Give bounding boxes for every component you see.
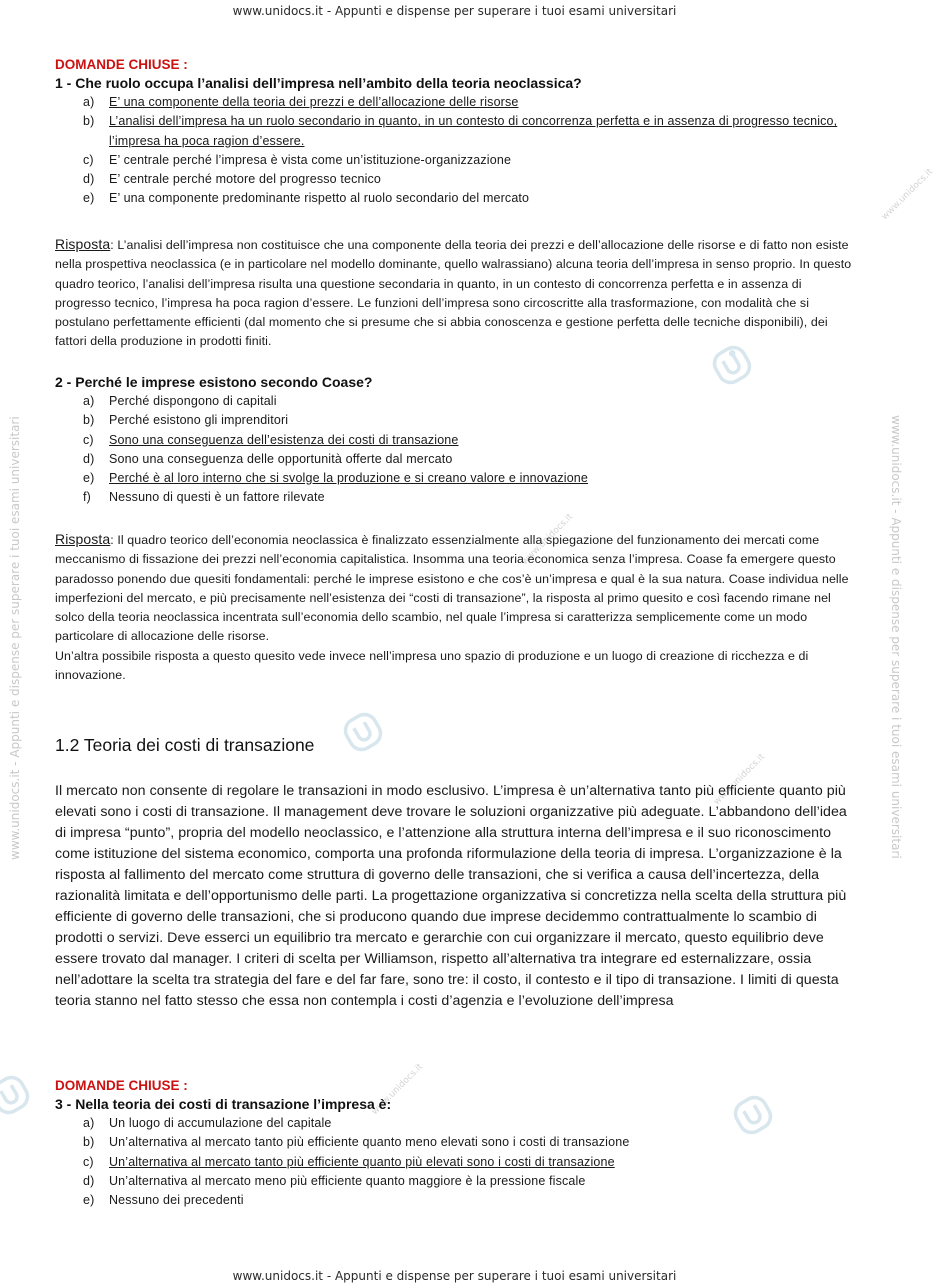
- option: e) Perché è al loro interno che si svolge la produzione e si creano valore e innovazione: [83, 471, 589, 486]
- option: c) E’ centrale perché l’impresa è vista come un’istituzione-organizzazione: [83, 152, 512, 167]
- option: a) E’ una componente della teoria dei prezzi e dell’allocazione delle risorse: [83, 95, 519, 109]
- option: a) Perché dispongono di capitali: [83, 394, 277, 408]
- question-2-options: [55, 392, 855, 508]
- watermark-diagonal: www.unidocs.it: [712, 752, 767, 808]
- watermark-right: www.unidocs.it - Appunti e dispense per superare i tuoi esami universitari: [889, 415, 903, 859]
- question-2-block: [55, 374, 855, 508]
- answer-label: Risposta: [55, 531, 111, 547]
- option: c) Un’alternativa al mercato tanto più efficiente quanto più elevati sono i costi di transazione: [83, 1154, 615, 1169]
- option: f) Nessuno di questi è un fattore rilevate: [83, 490, 325, 505]
- section-heading: DOMANDE CHIUSE :: [55, 1078, 188, 1093]
- option: d) Sono una conseguenza delle opportunità offerte dal mercato: [83, 451, 453, 466]
- question-1: 1 - Che ruolo occupa l’analisi dell’impresa nell’ambito della teoria neoclassica?: [55, 75, 582, 91]
- answer-1: [55, 235, 855, 352]
- question-3: 3 - Nella teoria dei costi di transazione l’impresa è:: [55, 1096, 392, 1112]
- question-1-options: [55, 93, 855, 209]
- option: e) E’ una componente predominante rispetto al ruolo secondario del mercato: [83, 191, 530, 206]
- section-transaction-costs: [55, 735, 855, 756]
- option: d) E’ centrale perché motore del progresso tecnico: [83, 172, 382, 187]
- option: a) Un luogo di accumulazione del capitale: [83, 1116, 332, 1130]
- question-3-options: [55, 1114, 855, 1210]
- watermark-diagonal: www.unidocs.it: [370, 1062, 425, 1118]
- section-body: Il mercato non consente di regolare le transazioni in modo esclusivo. L’impresa è un’alternativa tanto più efficiente quanto più elevati sono i costi di transazione. Il management deve trovare le soluzioni organizzative più adeguate. L’abbandono dell’idea di impresa “punto”, propria del modello neoclassico, e l’attenzione alla struttura interna dell’impresa e il suo riconoscimento come istituzione del sistema economico, comporta una profonda riformulazione della teoria di impresa. L’organizzazione è la risposta al fallimento del mercato come struttura di governo delle transazioni, che si verifica a causa dell’incertezza, della razionalità limitata e dell’opportunismo delle parti. La progettazione organizzativa si concretizza nella scelta della struttura più efficiente di governo delle transazioni, che si producono quando due imprese decidemmo contrattualmente lo scambio di prodotti o servizi. Deve esserci un equilibrio tra mercato e gerarchie con cui organizzare il mercato, questo equilibrio deve essere trovato dal manager. I criteri di scelta per Williamson, rispetto all’alternativa tra integrare ed esternalizzare, ossia nell’adottare la scelta tra strategia del fare e del far fare, sono tre: il costo, il contesto e il tipo di transazione. I limiti di questa teoria stanno nel fatto stesso che essa non contempla i costi d’agenzia e l’evoluzione dell’impresa: [55, 783, 847, 1009]
- section-closed-questions-2: [55, 1078, 855, 1210]
- section-title: 1.2 Teoria dei costi di transazione: [55, 735, 315, 755]
- option: d) Un’alternativa al mercato meno più efficiente quanto maggiore è la pressione fiscale: [83, 1173, 586, 1188]
- answer-2: [55, 530, 855, 685]
- unidocs-logo-icon: [0, 1075, 30, 1115]
- option: b) L’analisi dell’impresa ha un ruolo secondario in quanto, in un contesto di concorrenza perfetta e in assenza di progresso tecnico, l’impresa ha poca ragion d’essere.: [83, 114, 838, 148]
- section-closed-questions-1: [55, 57, 855, 209]
- watermark-top: www.unidocs.it - Appunti e dispense per superare i tuoi esami universitari: [232, 4, 677, 18]
- answer-label: Risposta: [55, 236, 111, 252]
- watermark-diagonal: www.unidocs.it: [520, 512, 575, 568]
- answer-text: : L’analisi dell’impresa non costituisce che una componente della teoria dei prezzi e dell’allocazione delle risorse e di fatto non esiste nella prospettiva neoclassica (e in particolare nel modello dominante, quello walrassiano) alcuna teoria dell’impresa in senso proprio. In questo quadro teorico, l’analisi dell’impresa risulta una questione secondaria in quanto, in un contesto di concorrenza perfetta e in assenza di progresso tecnico, l’impresa ha poca ragion d’essere. Le funzioni dell’impresa sono circoscritte alla trasformazione, con modalità che si postulano perfettamente efficienti (dal momento che si presume che si abbia conoscenza e gestione perfetta delle tecniche disponibili), dei fattori della produzione in prodotti finiti.: [55, 238, 852, 349]
- watermark-diagonal: www.unidocs.it: [880, 167, 935, 223]
- answer-text: : Il quadro teorico dell’economia neoclassica è finalizzato essenzialmente alla spiegazione del funzionamento dei mercati come meccanismo di fissazione dei prezzi nell’economia capitalistica. Insomma una teoria economica senza l’impresa. Coase fa emergere questo paradosso ponendo due quesiti fondamentali: perché le imprese esistono e che cos’è un’impresa e qual è la sua natura. Coase individua nelle imperfezioni del mercato, e più precisamente nell’esistenza dei “costi di transazione”, la risposta al primo quesito e così facendo rimane nel solco della teoria neoclassica incentrata sull’economia dello scambio, nel quale l’impresa si caratterizza semplicemente come un modo particolare di allocazione delle risorse.: [55, 533, 849, 644]
- watermark-bottom: www.unidocs.it - Appunti e dispense per superare i tuoi esami universitari: [232, 1269, 677, 1283]
- option: e) Nessuno dei precedenti: [83, 1193, 244, 1208]
- question-2: 2 - Perché le imprese esistono secondo Coase?: [55, 374, 373, 390]
- section-heading: DOMANDE CHIUSE :: [55, 57, 188, 72]
- option: b) Un’alternativa al mercato tanto più efficiente quanto meno elevati sono i costi di transazione: [83, 1135, 630, 1150]
- watermark-left: www.unidocs.it - Appunti e dispense per superare i tuoi esami universitari: [8, 416, 22, 860]
- option: c) Sono una conseguenza dell’esistenza dei costi di transazione: [83, 432, 459, 447]
- answer-extra: Un’altra possibile risposta a questo quesito vede invece nell’impresa uno spazio di produzione e un luogo di creazione di ricchezza e di innovazione.: [55, 648, 809, 683]
- option: b) Perché esistono gli imprenditori: [83, 413, 289, 428]
